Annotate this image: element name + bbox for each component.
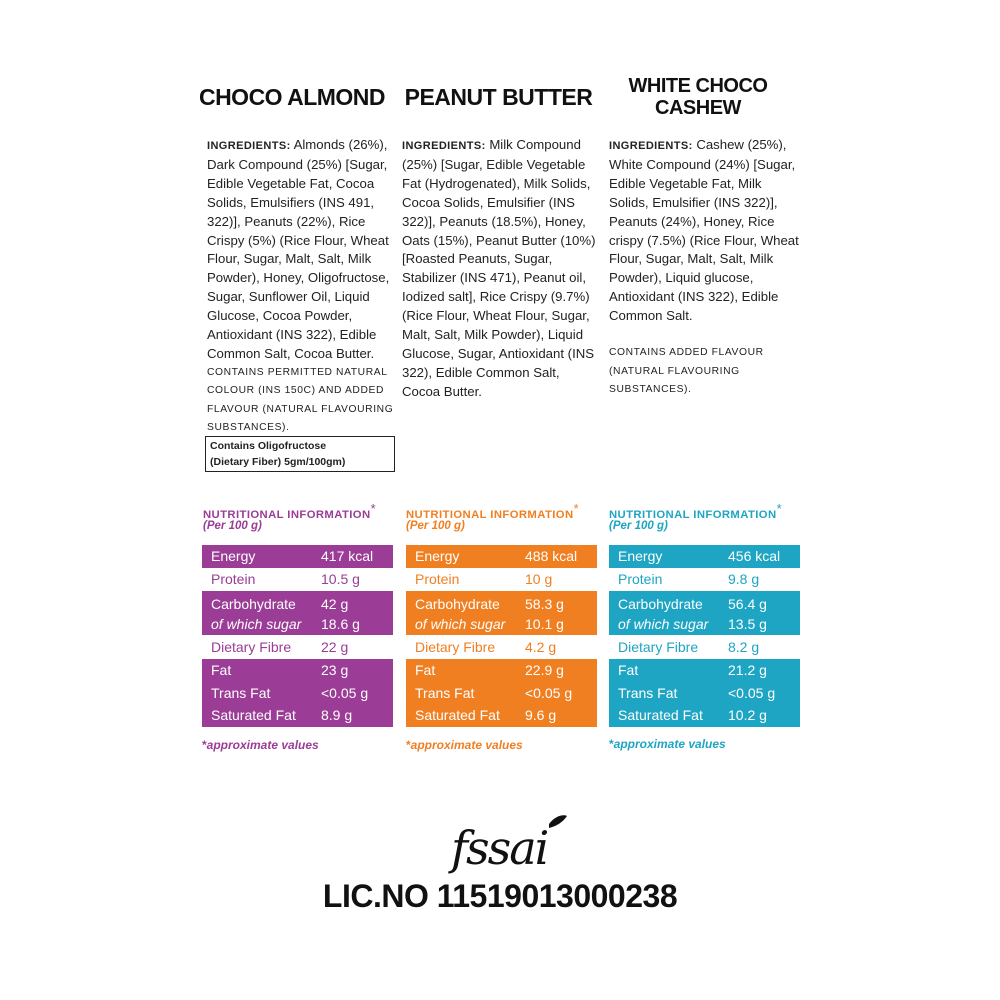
row-trans-fat xyxy=(609,682,800,705)
fssai-leaf-icon xyxy=(549,815,567,828)
approx-text: approximate values xyxy=(206,738,319,752)
sugar-value: 13.5 g xyxy=(728,616,767,632)
license-number: LIC.NO 11519013000238 xyxy=(322,878,678,914)
value: 22.9 g xyxy=(525,662,564,678)
row-protein xyxy=(609,568,800,591)
value: 8.9 g xyxy=(321,707,353,723)
label: Protein xyxy=(415,571,460,587)
per-100g: (Per 100 g) xyxy=(609,520,668,532)
label: Fat xyxy=(211,662,232,678)
nutrition-table-choco-almond xyxy=(202,545,393,727)
row-dietary-fibre xyxy=(406,635,597,659)
row-energy xyxy=(406,545,597,568)
row-carbohydrate xyxy=(202,591,393,635)
asterisk: * xyxy=(202,738,207,752)
sugar-label: of which sugar xyxy=(618,616,709,632)
nutrition-heading-text: NUTRITIONAL INFORMATION xyxy=(406,508,574,521)
nutrition-heading-white-choco-cashew xyxy=(609,501,782,521)
ingredients-note: CONTAINS PERMITTED NATURAL COLOUR (INS 150C) AND ADDED FLAVOUR (NATURAL FLAVOURING SUBSTANCES). xyxy=(207,366,394,434)
row-protein xyxy=(406,568,597,591)
asterisk: * xyxy=(406,738,411,752)
sugar-value: 18.6 g xyxy=(321,616,360,632)
label: Dietary Fibre xyxy=(211,639,292,655)
row-protein xyxy=(202,568,393,591)
nutrition-heading-text: NUTRITIONAL INFORMATION xyxy=(203,508,371,521)
fiber-box-line-1: Contains Oligofructose xyxy=(210,440,327,452)
asterisk: * xyxy=(370,501,377,516)
approx-text: approximate values xyxy=(410,738,523,752)
title-line-1: CHOCO ALMOND xyxy=(198,84,386,110)
label: Saturated Fat xyxy=(618,707,703,723)
value: 10.5 g xyxy=(321,571,360,587)
value: 22 g xyxy=(321,639,349,655)
row-trans-fat xyxy=(202,682,393,705)
title-line-2: CASHEW xyxy=(655,97,741,119)
value: 417 kcal xyxy=(321,548,374,564)
oligofructose-box xyxy=(205,436,395,472)
label: Carbohydrate xyxy=(211,596,296,612)
approx-note xyxy=(406,738,523,752)
nutrition-heading-peanut-butter xyxy=(406,501,579,521)
ingredients-choco-almond xyxy=(207,136,395,438)
row-trans-fat xyxy=(406,682,597,705)
approx-text: approximate values xyxy=(613,737,726,751)
label: Energy xyxy=(211,548,256,564)
value: 4.2 g xyxy=(525,639,557,655)
row-carbohydrate xyxy=(609,591,800,635)
per-100g: (Per 100 g) xyxy=(406,520,465,532)
value: 23 g xyxy=(321,662,349,678)
approx-note xyxy=(609,737,726,751)
label: Trans Fat xyxy=(618,684,678,701)
ingredients-label: INGREDIENTS: xyxy=(402,140,486,152)
row-energy xyxy=(202,545,393,568)
value: <0.05 g xyxy=(525,684,573,701)
sugar-label: of which sugar xyxy=(211,616,302,632)
value: 488 kcal xyxy=(525,548,578,564)
row-fat xyxy=(609,659,800,682)
label: Trans Fat xyxy=(211,684,271,701)
value: 42 g xyxy=(321,596,349,612)
row-dietary-fibre xyxy=(202,635,393,659)
approx-note xyxy=(202,738,319,752)
asterisk: * xyxy=(609,737,614,751)
label: Dietary Fibre xyxy=(618,639,699,655)
value: 9.8 g xyxy=(728,571,760,587)
per-100g: (Per 100 g) xyxy=(203,520,262,532)
value: <0.05 g xyxy=(321,684,369,701)
label: Protein xyxy=(211,571,256,587)
fiber-box-line-2: (Dietary Fiber) 5gm/100gm) xyxy=(210,456,346,468)
label: Fat xyxy=(415,662,436,678)
ingredients-white-choco-cashew xyxy=(609,136,802,400)
sugar-value: 10.1 g xyxy=(525,616,564,632)
row-saturated-fat xyxy=(609,704,800,727)
label: Energy xyxy=(415,548,460,564)
value: 456 kcal xyxy=(728,548,781,564)
product-title-choco-almond xyxy=(197,86,387,108)
fssai-logo xyxy=(445,812,575,876)
ingredients-note: CONTAINS ADDED FLAVOUR (NATURAL FLAVOURING SUBSTANCES). xyxy=(609,347,764,396)
value: 56.4 g xyxy=(728,596,767,612)
row-fat-group xyxy=(406,659,597,727)
label: Energy xyxy=(618,548,663,564)
ingredients-peanut-butter xyxy=(402,136,597,402)
label: Dietary Fibre xyxy=(415,639,496,655)
label: Trans Fat xyxy=(415,684,475,701)
label: Carbohydrate xyxy=(415,596,500,612)
nutrition-heading-text: NUTRITIONAL INFORMATION xyxy=(609,508,777,521)
value: 8.2 g xyxy=(728,639,760,655)
asterisk: * xyxy=(776,501,783,516)
value: 21.2 g xyxy=(728,662,767,678)
title-line-1: WHITE CHOCO xyxy=(628,75,768,97)
asterisk: * xyxy=(573,501,580,516)
row-energy xyxy=(609,545,800,568)
row-fat xyxy=(406,659,597,682)
label: Saturated Fat xyxy=(415,707,500,723)
ingredients-label: INGREDIENTS: xyxy=(609,140,693,152)
row-fat xyxy=(202,659,393,682)
product-title-peanut-butter xyxy=(402,86,595,108)
label: Saturated Fat xyxy=(211,707,296,723)
nutrition-heading-choco-almond xyxy=(203,501,376,521)
title-line-1: PEANUT BUTTER xyxy=(404,84,593,110)
nutrition-table-white-choco-cashew xyxy=(609,545,800,727)
value: 10 g xyxy=(525,571,553,587)
sugar-label: of which sugar xyxy=(415,616,506,632)
value: 9.6 g xyxy=(525,707,557,723)
label: Carbohydrate xyxy=(618,596,703,612)
ingredients-text: Milk Compound (25%) [Sugar, Edible Vegetable Fat (Hydrogenated), Milk Solids, Cocoa Solids, Emulsifier (INS 322)], Peanuts (18.5%), Honey, Oats (15%), Peanut Butter (10%) [Roasted Peanuts, Sugar, Stabilizer (INS 471), Peanut oil, Iodized salt], Rice Crispy (9.7%) (Rice Flour, Wheat Flour, Sugar, Malt, Salt, Milk Powder), Liquid Glucose, Sugar, Antioxidant (INS 322), Edible Common Salt, Cocoa Butter. xyxy=(402,137,596,399)
value: 10.2 g xyxy=(728,707,767,723)
label: Fat xyxy=(618,662,639,678)
row-fat-group xyxy=(202,659,393,727)
nutrition-table-peanut-butter xyxy=(406,545,597,727)
row-fat-group xyxy=(609,659,800,727)
label: Protein xyxy=(618,571,663,587)
value: <0.05 g xyxy=(728,684,776,701)
value: 58.3 g xyxy=(525,596,564,612)
ingredients-text: Almonds (26%), Dark Compound (25%) [Sugar, Edible Vegetable Fat, Cocoa Solids, Emulsifiers (INS 491, 322)], Peanuts (22%), Rice Crispy (5%) (Rice Flour, Wheat Flour, Sugar, Malt, Salt, Milk Powder), Honey, Oligofructose, Sugar, Sunflower Oil, Liquid Glucose, Cocoa Powder, Antioxidant (INS 322), Edible Common Salt, Cocoa Butter. xyxy=(207,137,390,361)
product-title-white-choco-cashew xyxy=(612,75,784,119)
fssai-logo-text: fssai xyxy=(451,821,548,875)
row-saturated-fat xyxy=(406,704,597,727)
row-dietary-fibre xyxy=(609,635,800,659)
row-carbohydrate xyxy=(406,591,597,635)
ingredients-label: INGREDIENTS: xyxy=(207,140,291,152)
row-saturated-fat xyxy=(202,704,393,727)
ingredients-text: Cashew (25%), White Compound (24%) [Sugar, Edible Vegetable Fat, Milk Solids, Emulsifier (INS 322)], Peanuts (24%), Honey, Rice crispy (7.5%) (Rice Flour, Wheat Flour, Sugar, Malt, Salt, Milk Powder), Liquid glucose, Antioxidant (INS 322), Edible Common Salt. xyxy=(609,137,799,324)
